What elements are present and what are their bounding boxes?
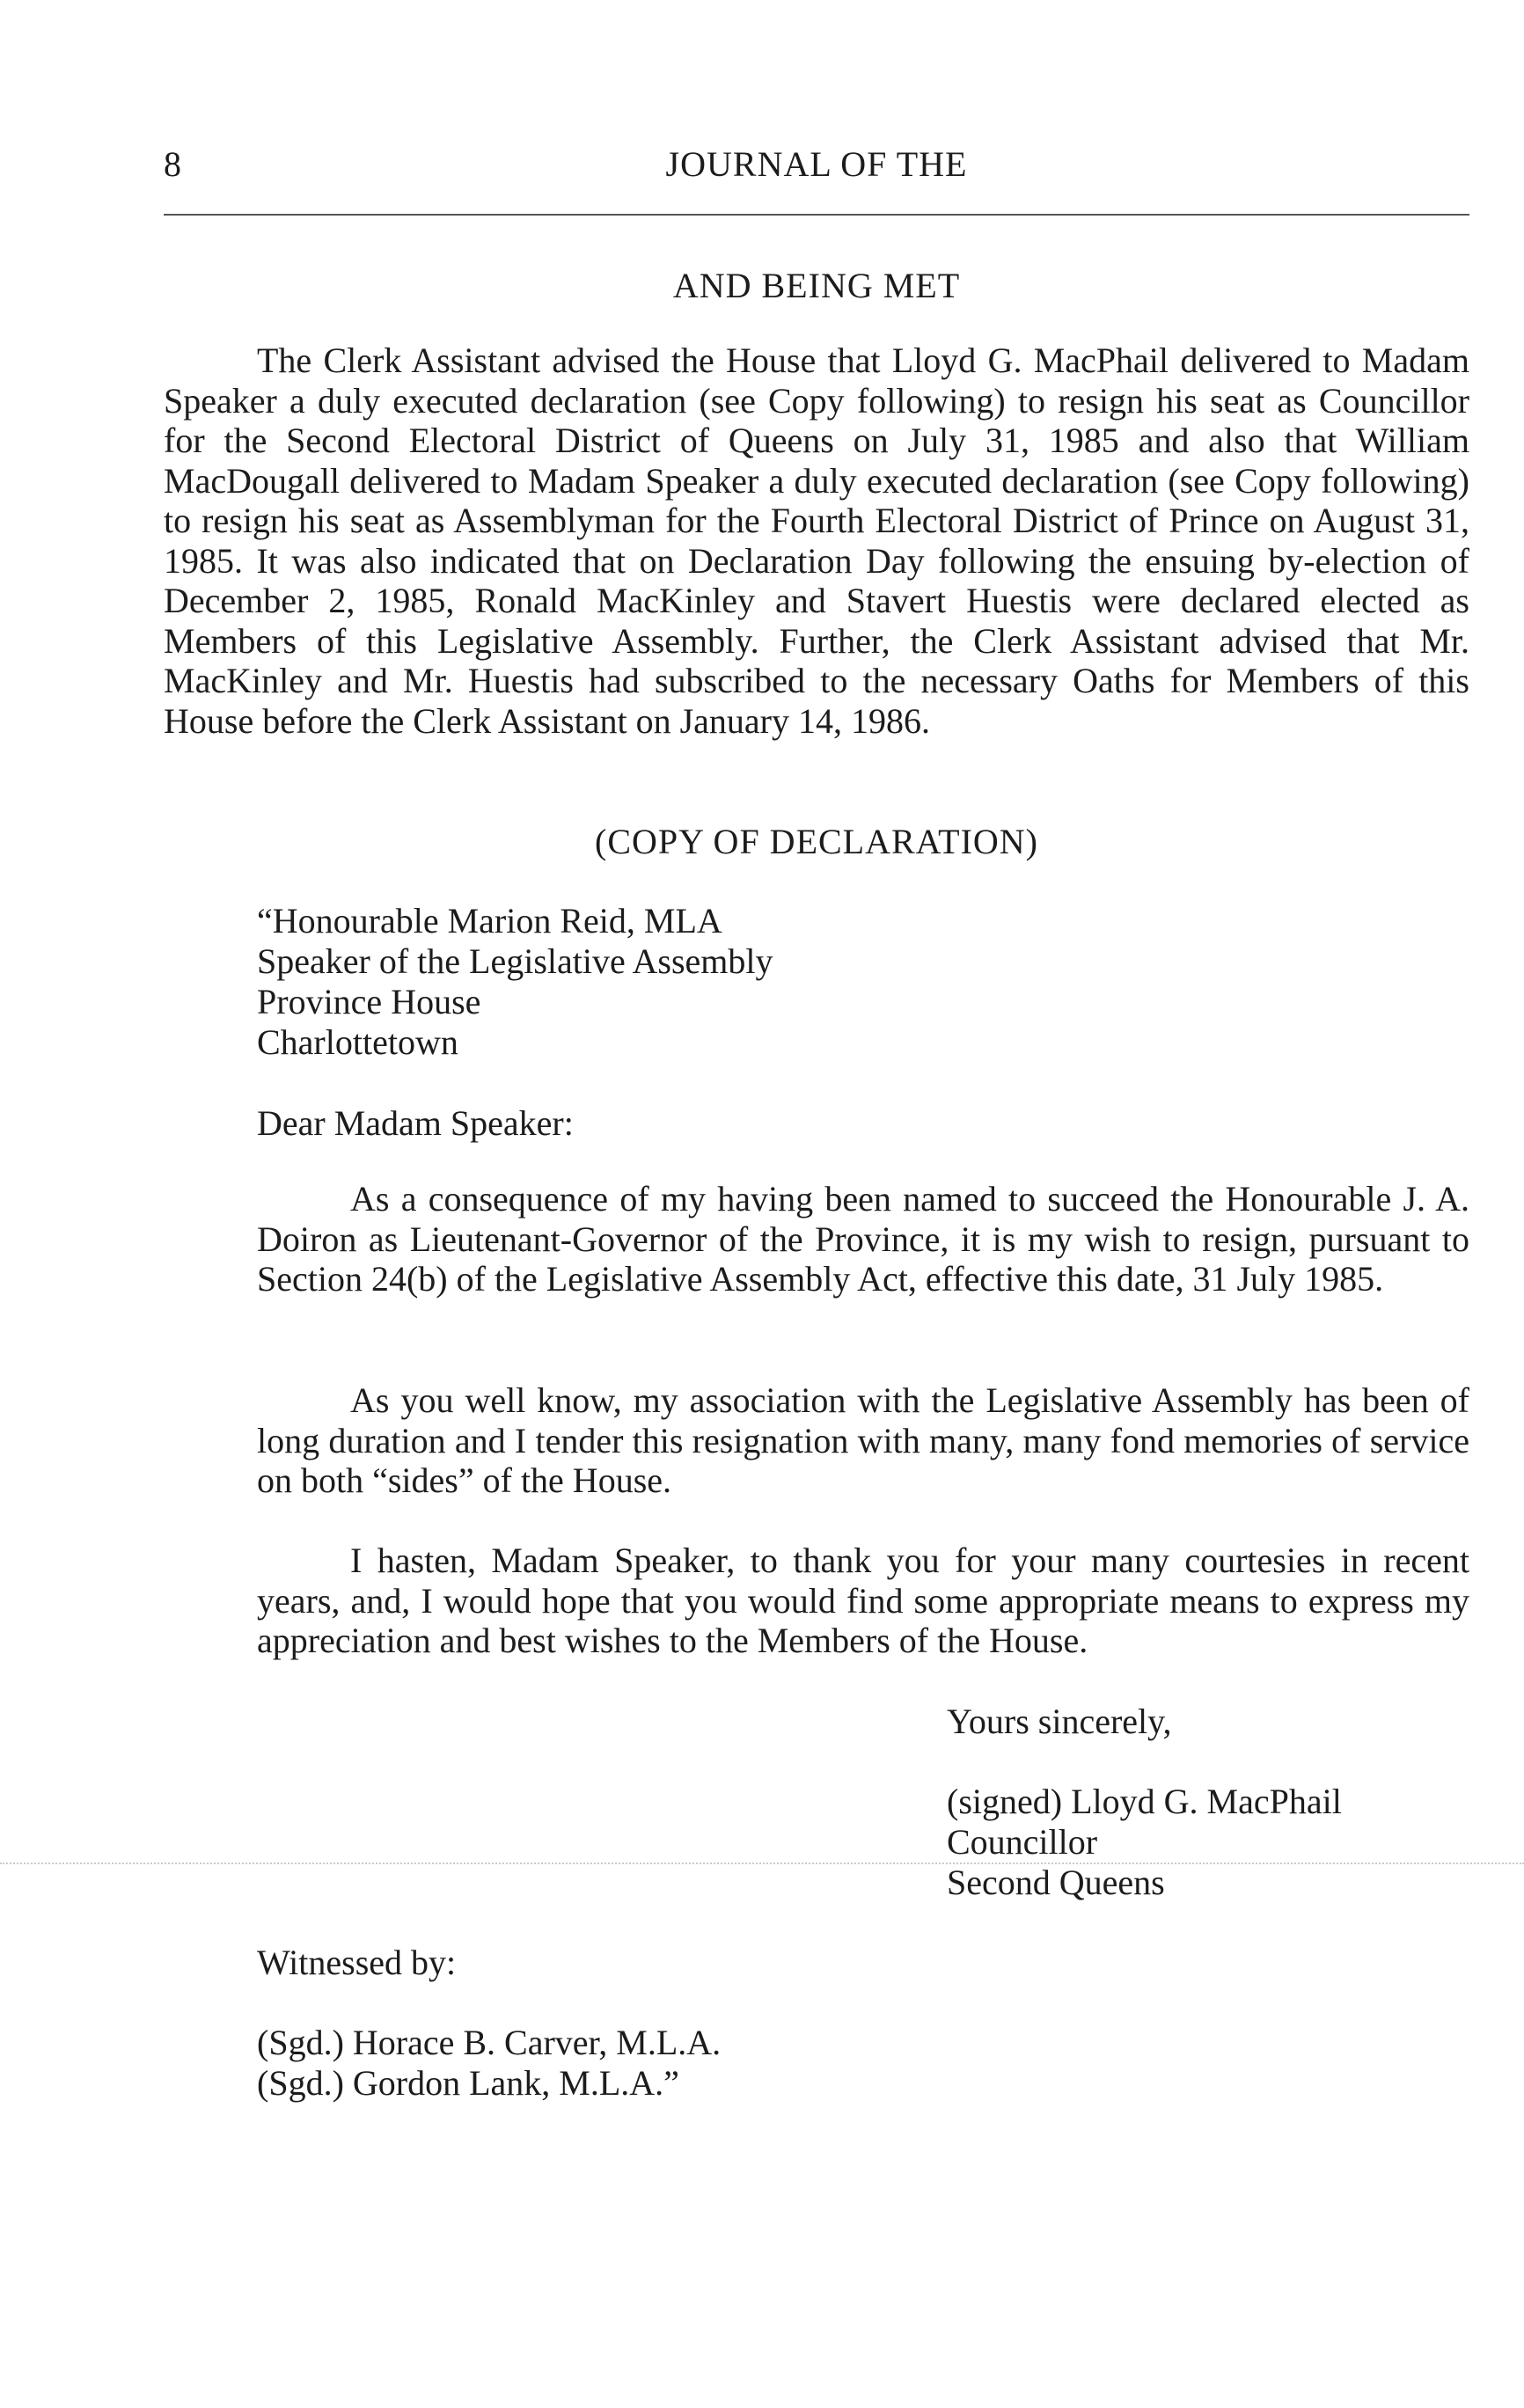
address-line: Speaker of the Legislative Assembly — [257, 941, 773, 981]
letter-paragraph: I hasten, Madam Speaker, to thank you for your many courtesies in recent years, and, I would hope that you would find some appropriate means to express my appreciation and best wishes to the Members of the House. — [257, 1541, 1469, 1660]
letter-paragraph: As a consequence of my having been named to succeed the Honourable J. A. Doiron as Lieutenant-Governor of the Province, it is my wish to resign, pursuant to Section 24(b) of the Legislative Assembly Act, effective this date, 31 July 1985. — [257, 1179, 1469, 1299]
letter-salutation: Dear Madam Speaker: — [257, 1103, 574, 1143]
letter-paragraph: As you well know, my association with the Legislative Assembly has been of long duration and I tender this resignation with many, many fond memories of service on both “sides” of the House. — [257, 1380, 1469, 1500]
witness-line: (Sgd.) Gordon Lank, M.L.A.” — [257, 2063, 679, 2103]
address-line: Charlottetown — [257, 1022, 458, 1062]
letter-closing: Yours sincerely, — [947, 1702, 1172, 1741]
signature-line: Councillor — [947, 1822, 1098, 1862]
section-heading: AND BEING MET — [672, 266, 961, 305]
running-head: JOURNAL OF THE — [665, 144, 968, 184]
page-number: 8 — [164, 144, 181, 184]
witness-line: (Sgd.) Horace B. Carver, M.L.A. — [257, 2023, 722, 2062]
copy-heading: (COPY OF DECLARATION) — [595, 822, 1038, 861]
scan-dotted-line — [0, 1863, 1524, 1864]
page-header — [164, 143, 1469, 187]
signature-line: (signed) Lloyd G. MacPhail — [947, 1782, 1342, 1821]
address-line: Province House — [257, 982, 481, 1021]
header-rule — [164, 214, 1469, 216]
signature-block — [947, 1782, 1342, 1903]
witness-label: Witnessed by: — [257, 1943, 457, 1982]
witness-block — [257, 2023, 721, 2104]
signature-line: Second Queens — [947, 1863, 1165, 1902]
letter-address-block — [257, 901, 1137, 1063]
address-line: “Honourable Marion Reid, MLA — [257, 901, 722, 941]
body-paragraph: The Clerk Assistant advised the House that Lloyd G. MacPhail delivered to Madam Speaker a duly executed declaration (see Copy following) to resign his seat as Councillor for the Second Electoral District of Queens on July 31, 1985 and also that William MacDougall delivered to Madam Speaker a duly executed declaration (see Copy following) to resign his seat as Assemblyman for the Fourth Electoral District of Prince on August 31, 1985. It was also indicated that on Declaration Day following the ensuing by-election of December 2, 1985, Ronald MacKinley and Stavert Huestis were declared elected as Members of this Legislative Assembly. Further, the Clerk Assistant advised that Mr. MacKinley and Mr. Huestis had subscribed to the necessary Oaths for Members of this House before the Clerk Assistant on January 14, 1986. — [164, 340, 1469, 741]
